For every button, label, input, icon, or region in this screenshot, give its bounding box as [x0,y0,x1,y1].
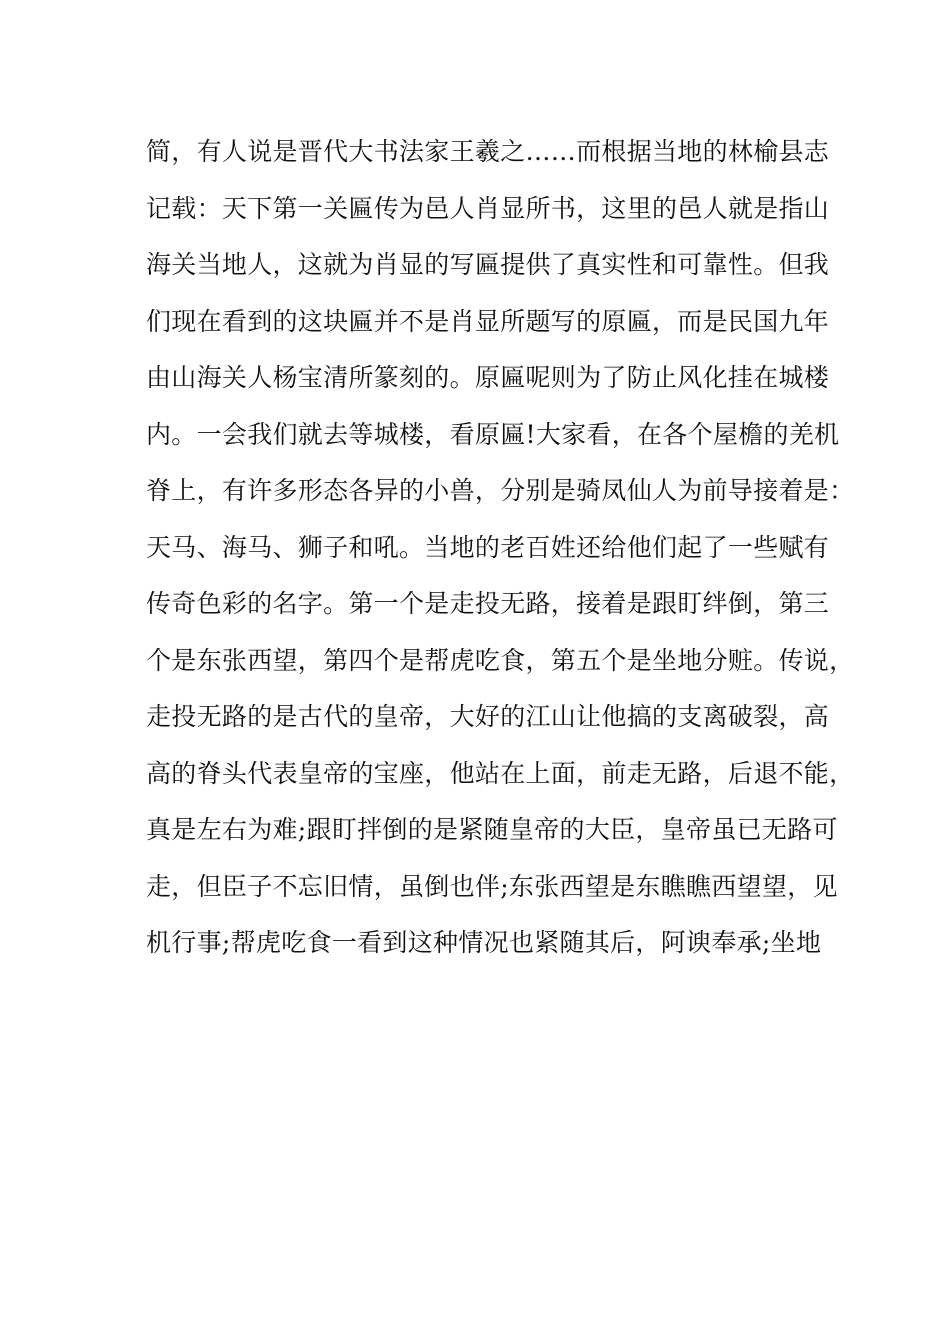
body-text [146,132,855,980]
text-line: 机行事;帮虎吃食一看到这种情况也紧随其后，阿谀奉承;坐地 [146,928,822,957]
text-line: 传奇色彩的名字。第一个是走投无路，接着是跟盯绊倒，第三 [146,589,830,618]
text-line: 天马、海马、狮子和吼。当地的老百姓还给他们起了一些赋有 [146,532,830,562]
text-line: 海关当地人，这就为肖显的写匾提供了真实性和可靠性。但我 [146,250,830,279]
text-line: 个是东张西望，第四个是帮虎吃食，第五个是坐地分赃。传说， [146,645,855,675]
text-line: 记载：天下第一关匾传为邑人肖显所书，这里的邑人就是指山 [146,193,830,223]
text-line: 简，有人说是晋代大书法家王羲之……而根据当地的林榆县志 [146,137,830,166]
text-line: 高的脊头代表皇帝的宝座，他站在上面，前走无路，后退不能， [146,758,855,788]
text-line: 脊上，有许多形态各异的小兽，分别是骑凤仙人为前导接着是： [146,476,855,505]
text-line: 们现在看到的这块匾并不是肖显所题写的原匾，而是民国九年 [146,306,830,336]
text-line: 走投无路的是古代的皇帝，大好的江山让他搞的支离破裂，高 [146,702,830,731]
text-line: 内。一会我们就去等城楼，看原匾!大家看，在各个屋檐的羌机 [146,419,840,449]
text-line: 由山海关人杨宝清所篆刻的。原匾呢则为了防止风化挂在城楼 [146,363,830,392]
text-line: 走，但臣子不忘旧情，虽倒也伴;东张西望是东瞧瞧西望望，见 [146,871,838,901]
text-line: 真是左右为难;跟盯拌倒的是紧随皇帝的大臣，皇帝虽已无路可 [146,815,838,844]
